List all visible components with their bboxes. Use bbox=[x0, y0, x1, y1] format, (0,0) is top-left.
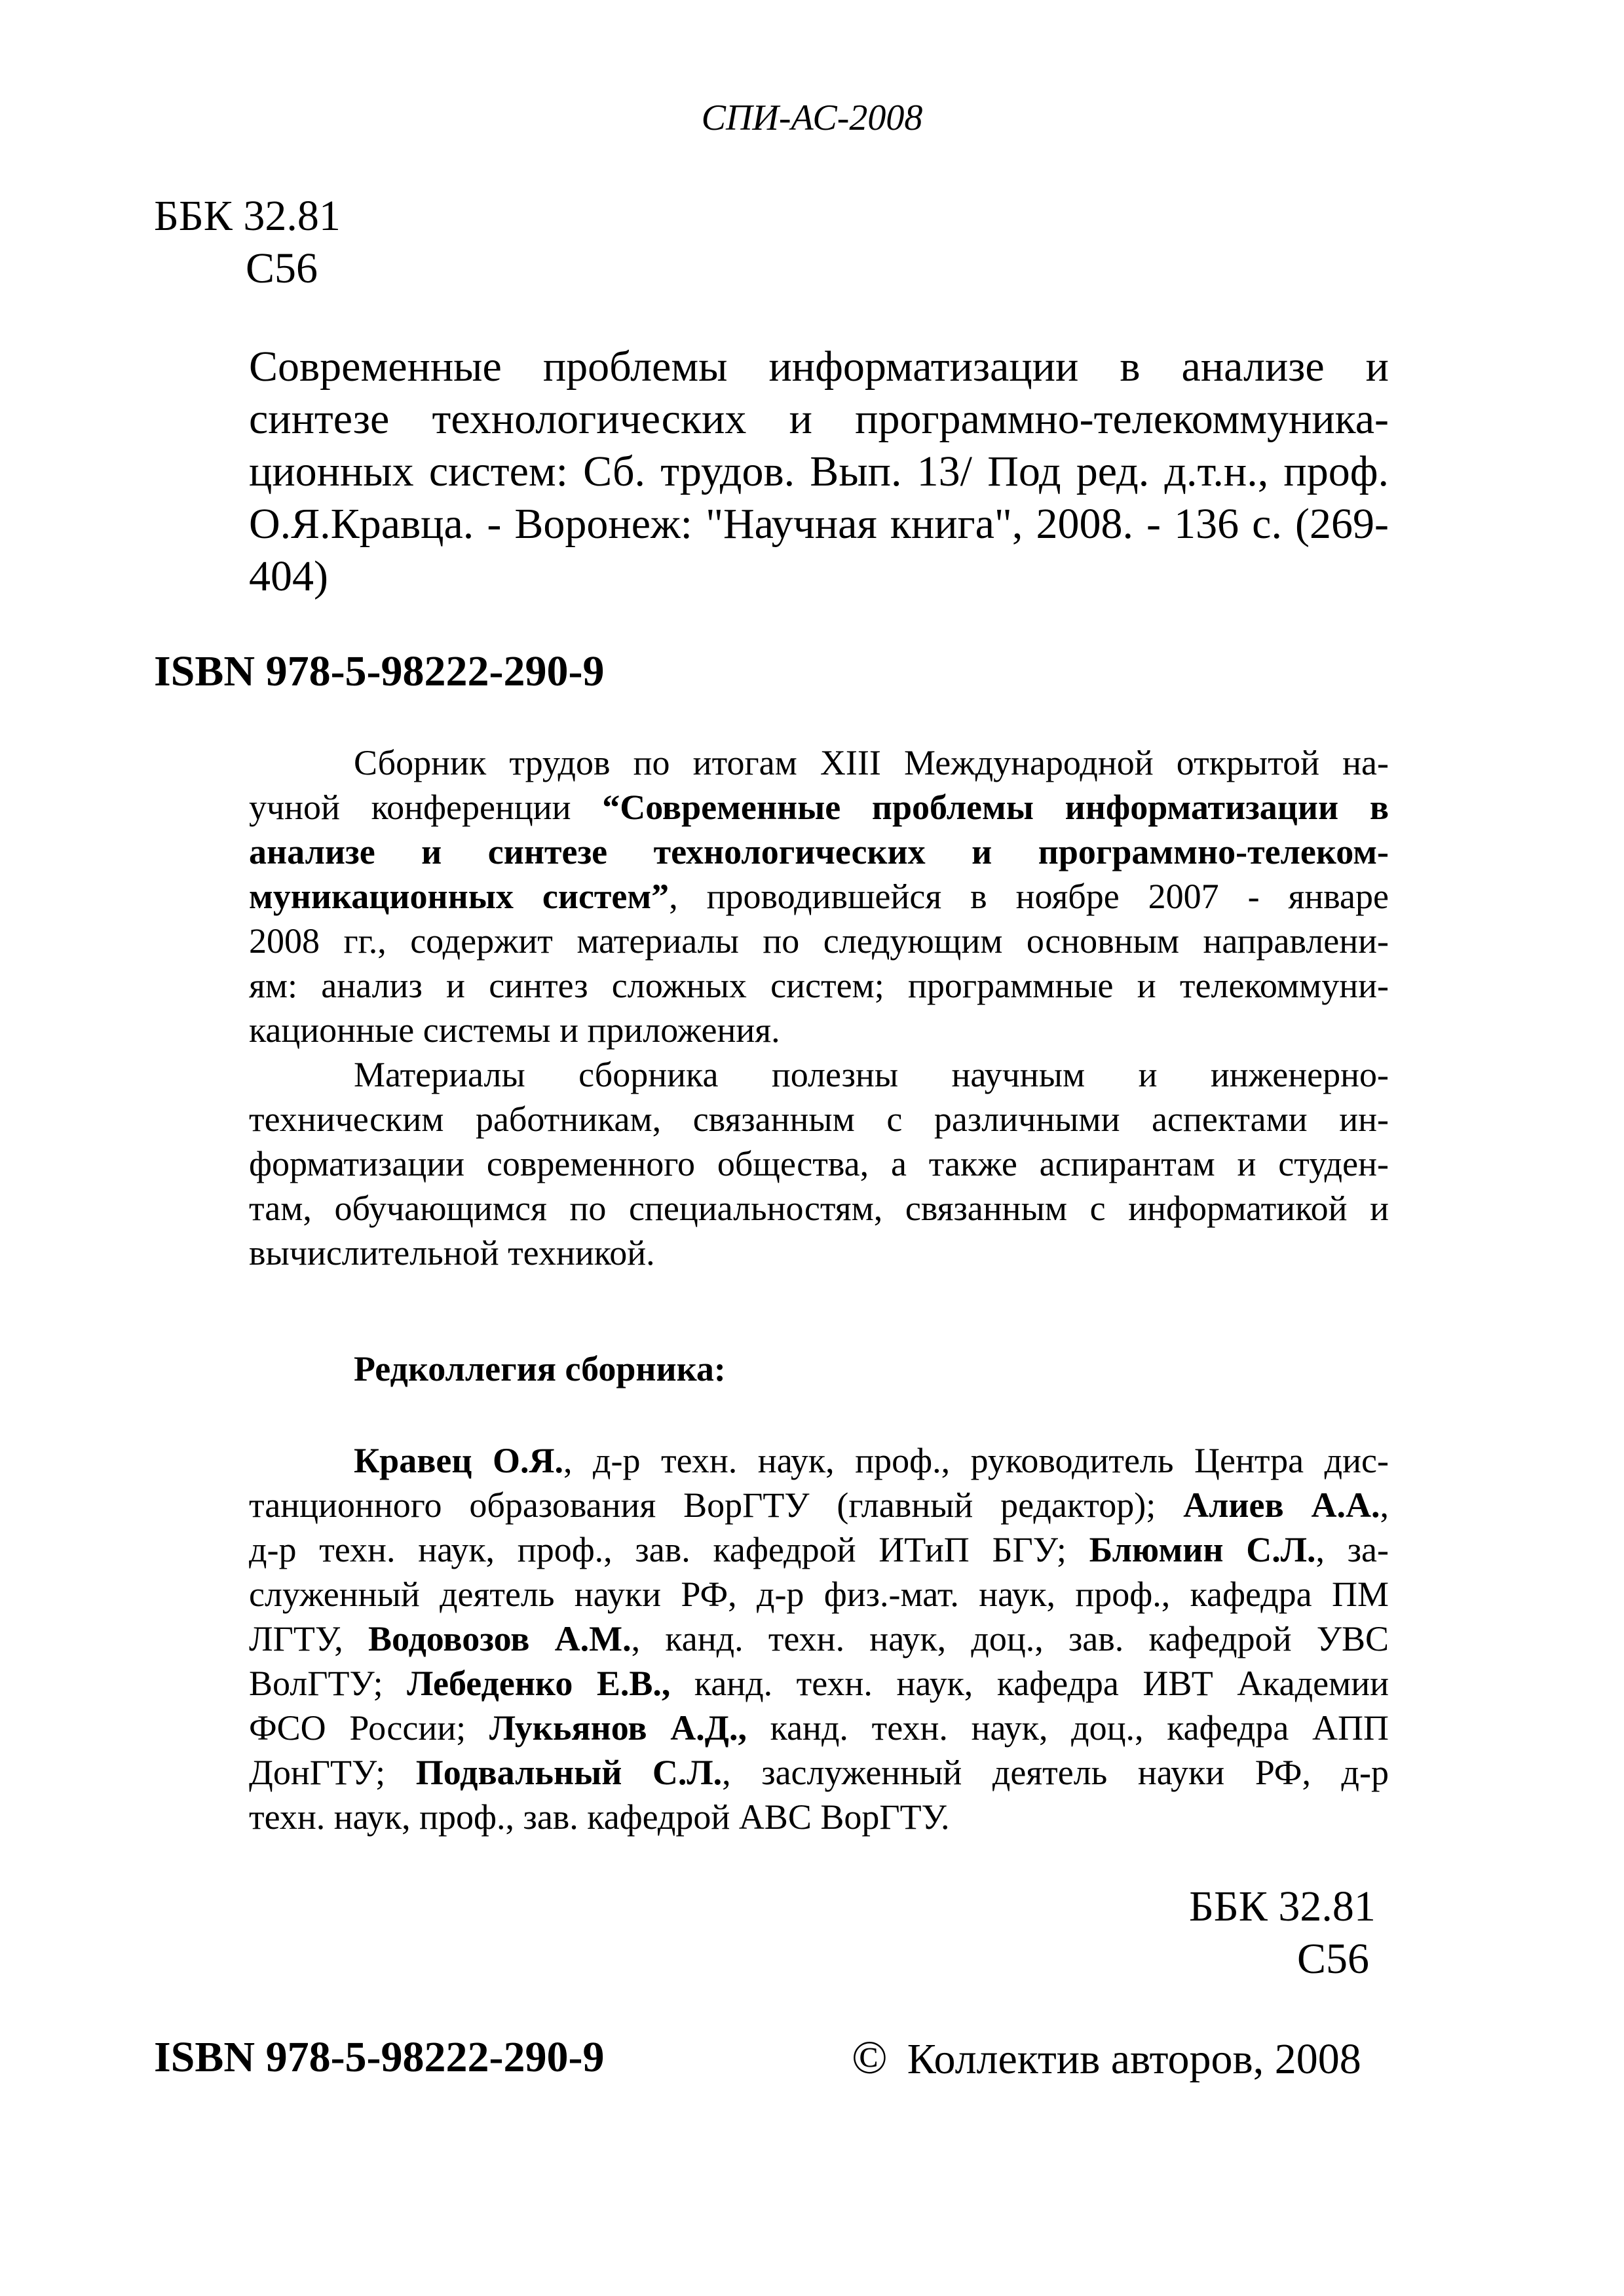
editorial-line bbox=[249, 1661, 1389, 1706]
conference-title: анализе и синтезе технологических и программно-телеком- bbox=[249, 832, 1389, 871]
author-mark-top: С56 bbox=[246, 244, 318, 292]
description-text: , проводившейся в ноябре 2007 - январе bbox=[669, 877, 1389, 916]
editor-name: Водовозов А.М. bbox=[368, 1619, 632, 1658]
editorial-line bbox=[249, 1750, 1389, 1795]
editor-desc: ФСО России; bbox=[249, 1708, 489, 1748]
editorial-board-list bbox=[249, 1438, 1389, 1839]
description-line bbox=[249, 830, 1389, 874]
editor-name: Лебеденко Е.В., bbox=[407, 1664, 671, 1703]
author-mark-bottom: С56 bbox=[1297, 1935, 1370, 1983]
editor-desc: д-р техн. наук, проф., зав. кафедрой ИТиП БГУ; bbox=[249, 1530, 1089, 1569]
annotation-line: 404) bbox=[249, 552, 328, 600]
description-line: Сборник трудов по итогам XIII Международной открытой на- bbox=[354, 743, 1389, 782]
description-paragraph-1 bbox=[249, 740, 1389, 1052]
editor-desc: , канд. техн. наук, доц., зав. кафедрой УВС bbox=[631, 1619, 1389, 1658]
annotation-line: О.Я.Кравца. - Воронеж: "Научная книга", 2008. - 136 с. (269- bbox=[249, 500, 1389, 548]
editorial-line bbox=[249, 1438, 1389, 1483]
description-line: форматизации современного общества, а также аспирантам и студен- bbox=[249, 1144, 1389, 1183]
conference-title: муникационных систем” bbox=[249, 877, 670, 916]
bibliographic-annotation bbox=[249, 341, 1389, 603]
description-line: там, обучающимся по специальностям, связанным с информатикой и bbox=[249, 1189, 1389, 1228]
editorial-board-title: Редколлегия сборника: bbox=[354, 1349, 726, 1388]
editor-desc: , за- bbox=[1315, 1530, 1389, 1569]
editorial-line bbox=[249, 1617, 1389, 1661]
editor-name: Кравец О.Я. bbox=[354, 1441, 563, 1480]
bbk-code-top: ББК 32.81 bbox=[154, 192, 341, 240]
series-code: СПИ-АС-2008 bbox=[701, 98, 923, 138]
description-line bbox=[249, 785, 1389, 830]
copyright-icon: © bbox=[852, 2031, 888, 2084]
bbk-code-bottom: ББК 32.81 bbox=[1189, 1883, 1376, 1930]
description-line: 2008 гг., содержит материалы по следующим основным направлени- bbox=[249, 921, 1389, 961]
editor-name: Лукьянов А.Д., bbox=[489, 1708, 747, 1748]
editor-desc: канд. техн. наук, доц., кафедра АПП bbox=[746, 1708, 1389, 1748]
annotation-line: ционных систем: Сб. трудов. Вып. 13/ Под ред. д.т.н., проф. bbox=[249, 448, 1389, 495]
editor-desc: ДонГТУ; bbox=[249, 1753, 416, 1792]
description-line: вычислительной техникой. bbox=[249, 1233, 655, 1272]
description-line: ям: анализ и синтез сложных систем; программные и телекоммуни- bbox=[249, 966, 1389, 1005]
editor-desc: танционного образования ВорГТУ (главный редактор); bbox=[249, 1485, 1184, 1525]
editor-desc: , д-р техн. наук, проф., руководитель Центра дис- bbox=[563, 1441, 1389, 1480]
description-line: Материалы сборника полезны научным и инженерно- bbox=[354, 1055, 1389, 1094]
copyright-text: Коллектив авторов, 2008 bbox=[907, 2035, 1361, 2083]
editorial-line bbox=[249, 1706, 1389, 1750]
description-line: кационные системы и приложения. bbox=[249, 1010, 780, 1050]
editorial-line bbox=[249, 1483, 1389, 1527]
editorial-line bbox=[249, 1527, 1389, 1572]
description-paragraph-2 bbox=[249, 1052, 1389, 1275]
editor-name: Алиев А.А. bbox=[1183, 1485, 1380, 1525]
editor-desc: ВолГТУ; bbox=[249, 1664, 407, 1703]
editorial-line: техн. наук, проф., зав. кафедрой АВС ВорГТУ. bbox=[249, 1797, 950, 1837]
description-line: техническим работникам, связанным с различными аспектами ин- bbox=[249, 1100, 1389, 1139]
editorial-line: служенный деятель науки РФ, д-р физ.-мат. наук, проф., кафедра ПМ bbox=[249, 1575, 1389, 1614]
editor-desc: , заслуженный деятель науки РФ, д-р bbox=[722, 1753, 1389, 1792]
editor-name: Блюмин С.Л. bbox=[1089, 1530, 1316, 1569]
annotation-line: синтезе технологических и программно-телекоммуника- bbox=[249, 395, 1389, 443]
isbn-bottom: ISBN 978-5-98222-290-9 bbox=[154, 2033, 605, 2081]
isbn-top: ISBN 978-5-98222-290-9 bbox=[154, 647, 605, 695]
annotation-line: Современные проблемы информатизации в анализе и bbox=[249, 343, 1389, 391]
description-text: учной конференции bbox=[249, 788, 603, 827]
copyright-notice bbox=[852, 2031, 1361, 2086]
editor-desc: ЛГТУ, bbox=[249, 1619, 368, 1658]
editor-desc: , bbox=[1380, 1485, 1389, 1525]
editor-name: Подвальный С.Л. bbox=[415, 1753, 723, 1792]
editor-desc: канд. техн. наук, кафедра ИВТ Академии bbox=[670, 1664, 1389, 1703]
description-line bbox=[249, 874, 1389, 919]
conference-title: “Современные проблемы информатизации в bbox=[602, 788, 1389, 827]
